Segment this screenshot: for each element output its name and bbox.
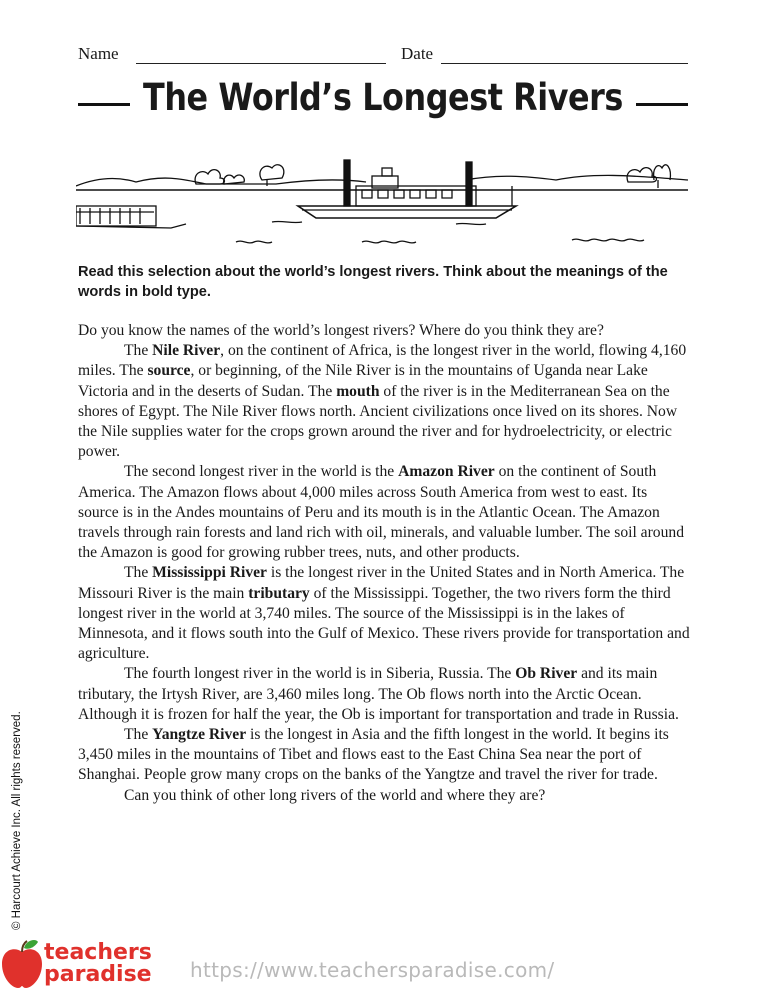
brand-url[interactable]: https://www.teachersparadise.com/ <box>190 958 555 982</box>
paragraph-text: The <box>124 564 153 582</box>
title-rule-right <box>636 103 688 106</box>
key-term: Nile River <box>152 342 221 360</box>
paragraph-text: The second longest river in the world is the <box>124 463 399 481</box>
paragraph <box>78 664 690 725</box>
paragraph-text: Do you know the names of the world’s longest rivers? Where do you think they are? <box>78 322 604 339</box>
river-steamboat-illustration <box>76 150 688 250</box>
key-term: Mississippi River <box>152 564 267 582</box>
key-term: Yangtze River <box>152 726 247 744</box>
name-label: Name <box>78 44 119 63</box>
key-term: source <box>147 362 191 380</box>
paragraph-text: The fourth longest river in the world is in Siberia, Russia. The <box>124 665 516 683</box>
paragraph-text: of the Mississippi. Together, the two rivers form the third longest river in the world at 3,740 miles. The source of the Mississippi is in the lakes of Minnesota, and it flows south into the Gulf of Mexico. These rivers provide for transportation and agriculture. <box>78 584 690 663</box>
paragraph-text: , on the continent of Africa, is the longest river in the world, flowing 4,160 miles. The <box>78 342 687 380</box>
brand-name-line1: teachers <box>44 940 152 965</box>
paragraph <box>78 341 690 462</box>
paragraph-text: of the river is in the Mediterranean Sea on the shores of Egypt. The Nile River flows north. Ancient civilizations once lived on its shores. Now the Nile supplies water for the crops grown around the river and for hydroelectricity, or electric power. <box>78 382 678 461</box>
paragraph <box>78 321 690 341</box>
reading-passage <box>78 321 690 806</box>
key-term: mouth <box>336 382 380 400</box>
apple-logo-icon <box>0 938 44 990</box>
paragraph-text: The <box>124 342 153 360</box>
name-date-row <box>78 44 688 68</box>
key-term: Amazon River <box>398 463 495 481</box>
date-label: Date <box>401 44 434 63</box>
copyright-notice: © Harcourt Achieve Inc. All rights reserved. <box>11 711 23 930</box>
paragraph <box>78 563 690 664</box>
paragraph <box>78 725 690 786</box>
date-field[interactable] <box>441 63 688 64</box>
paragraph <box>78 462 690 563</box>
page-title: The World’s Longest Rivers <box>143 76 623 119</box>
paragraph-text: , or beginning, of the Nile River is in the mountains of Uganda near Lake Victoria and in the deserts of Sudan. The <box>78 362 648 400</box>
paragraph-text: and its main tributary, the Irtysh River, are 3,460 miles long. The Ob flows north into the Arctic Ocean. Although it is frozen for half the year, the Ob is important for transportation and trade in Russia. <box>78 665 679 723</box>
instructions: Read this selection about the world’s longest rivers. Think about the meanings of the words in bold type. <box>78 264 668 300</box>
paragraph-text: The <box>124 726 153 744</box>
key-term: tributary <box>248 584 310 602</box>
brand-name-line2: paradise <box>44 962 152 987</box>
paragraph-text: is the longest river in the United States and in North America. The Missouri River is the main <box>78 564 685 602</box>
key-term: Ob River <box>515 665 578 683</box>
brand-logo[interactable] <box>0 934 170 990</box>
title-block <box>78 76 688 132</box>
name-field[interactable] <box>136 63 386 64</box>
paragraph-text: is the longest in Asia and the fifth longest in the world. It begins its 3,450 miles in the mountains of Tibet and flows east to the East China Sea near the port of Shanghai. People grow many crops on the banks of the Yangtze and travel the river for trade. <box>78 726 669 784</box>
paragraph <box>78 786 690 806</box>
paragraph-text: on the continent of South America. The Amazon flows about 4,000 miles across South America from west to east. Its source is in the Andes mountains of Peru and its mouth is in the Atlantic Ocean. The Amazon travels through rain forests and land rich with oil, minerals, and valuable lumber. The soil around the Amazon is good for growing rubber trees, nuts, and other products. <box>78 463 684 562</box>
paragraph-text: Can you think of other long rivers of the world and where they are? <box>124 786 546 804</box>
